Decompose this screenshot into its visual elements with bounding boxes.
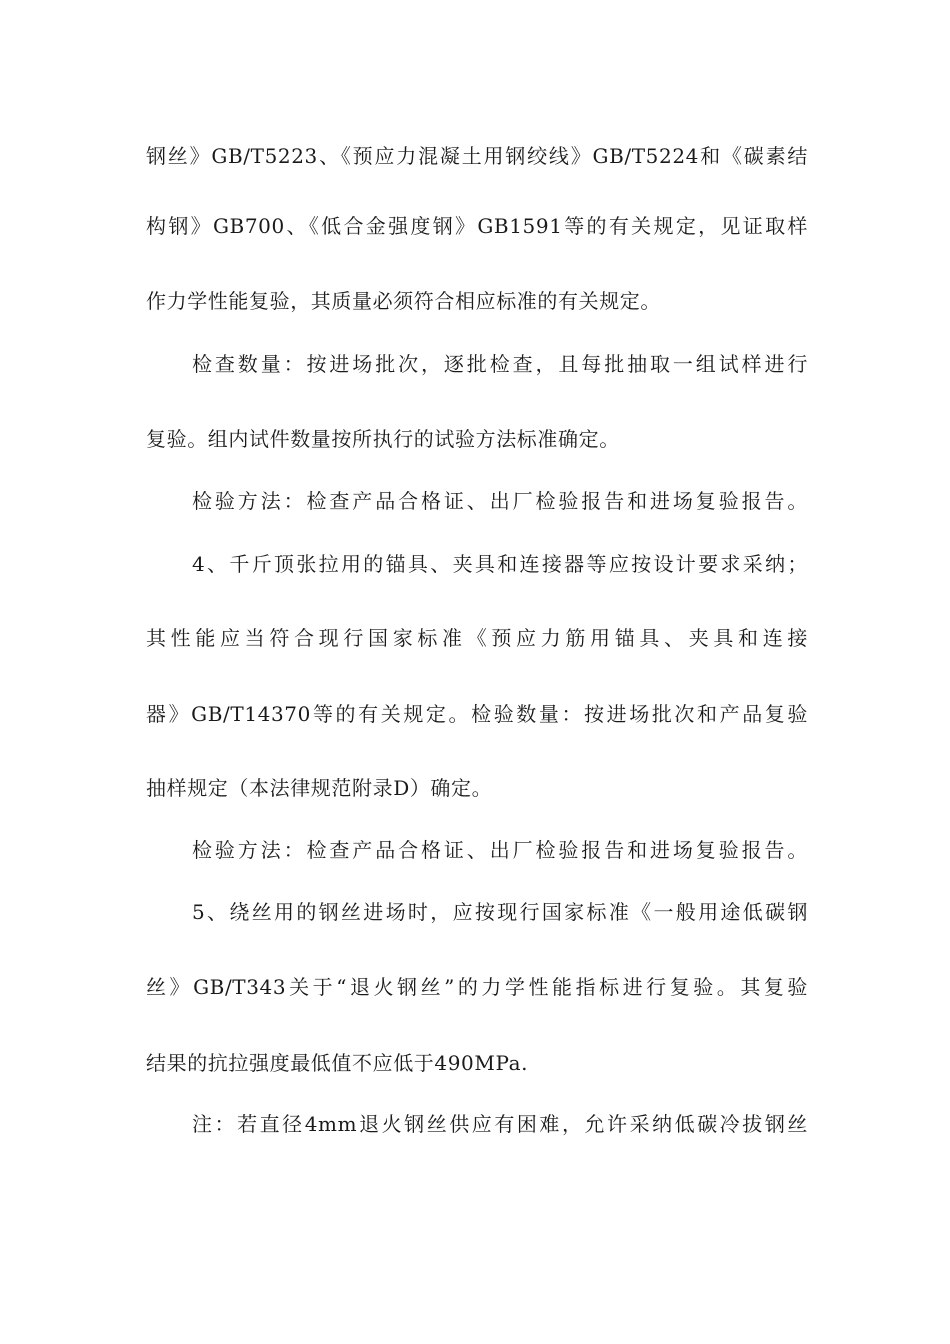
text-line-12: 5、绕丝用的钢丝进场时，应按现行国家标准《一般用途低碳钢 <box>192 900 808 924</box>
text-line-15: 注：若直径4mm退火钢丝供应有困难，允许采纳低碳冷拔钢丝 <box>192 1112 808 1136</box>
text-line-13: 丝》GB/T343关于“退火钢丝”的力学性能指标进行复验。其复验 <box>146 975 808 999</box>
text-line-5: 复验。组内试件数量按所执行的试验方法标准确定。 <box>146 427 620 451</box>
text-line-7: 4、千斤顶张拉用的锚具、夹具和连接器等应按设计要求采纳； <box>192 552 808 576</box>
text-line-6: 检验方法：检查产品合格证、出厂检验报告和进场复验报告。 <box>192 489 808 513</box>
text-line-14: 结果的抗拉强度最低值不应低于490MPa. <box>146 1051 529 1075</box>
text-line-9: 器》GB/T14370等的有关规定。检验数量：按进场批次和产品复验 <box>146 702 808 726</box>
text-line-2: 构钢》GB700、《低合金强度钢》GB1591等的有关规定，见证取样 <box>146 214 808 238</box>
text-line-3: 作力学性能复验，其质量必须符合相应标准的有关规定。 <box>146 289 661 313</box>
text-line-8: 其性能应当符合现行国家标准《预应力筋用锚具、夹具和连接 <box>146 626 808 650</box>
text-line-4: 检查数量：按进场批次，逐批检查，且每批抽取一组试样进行 <box>192 352 808 376</box>
text-line-1: 钢丝》GB/T5223、《预应力混凝土用钢绞线》GB/T5224和《碳素结 <box>146 144 808 168</box>
text-line-10: 抽样规定（本法律规范附录D）确定。 <box>146 776 493 800</box>
text-line-11: 检验方法：检查产品合格证、出厂检验报告和进场复验报告。 <box>192 838 808 862</box>
